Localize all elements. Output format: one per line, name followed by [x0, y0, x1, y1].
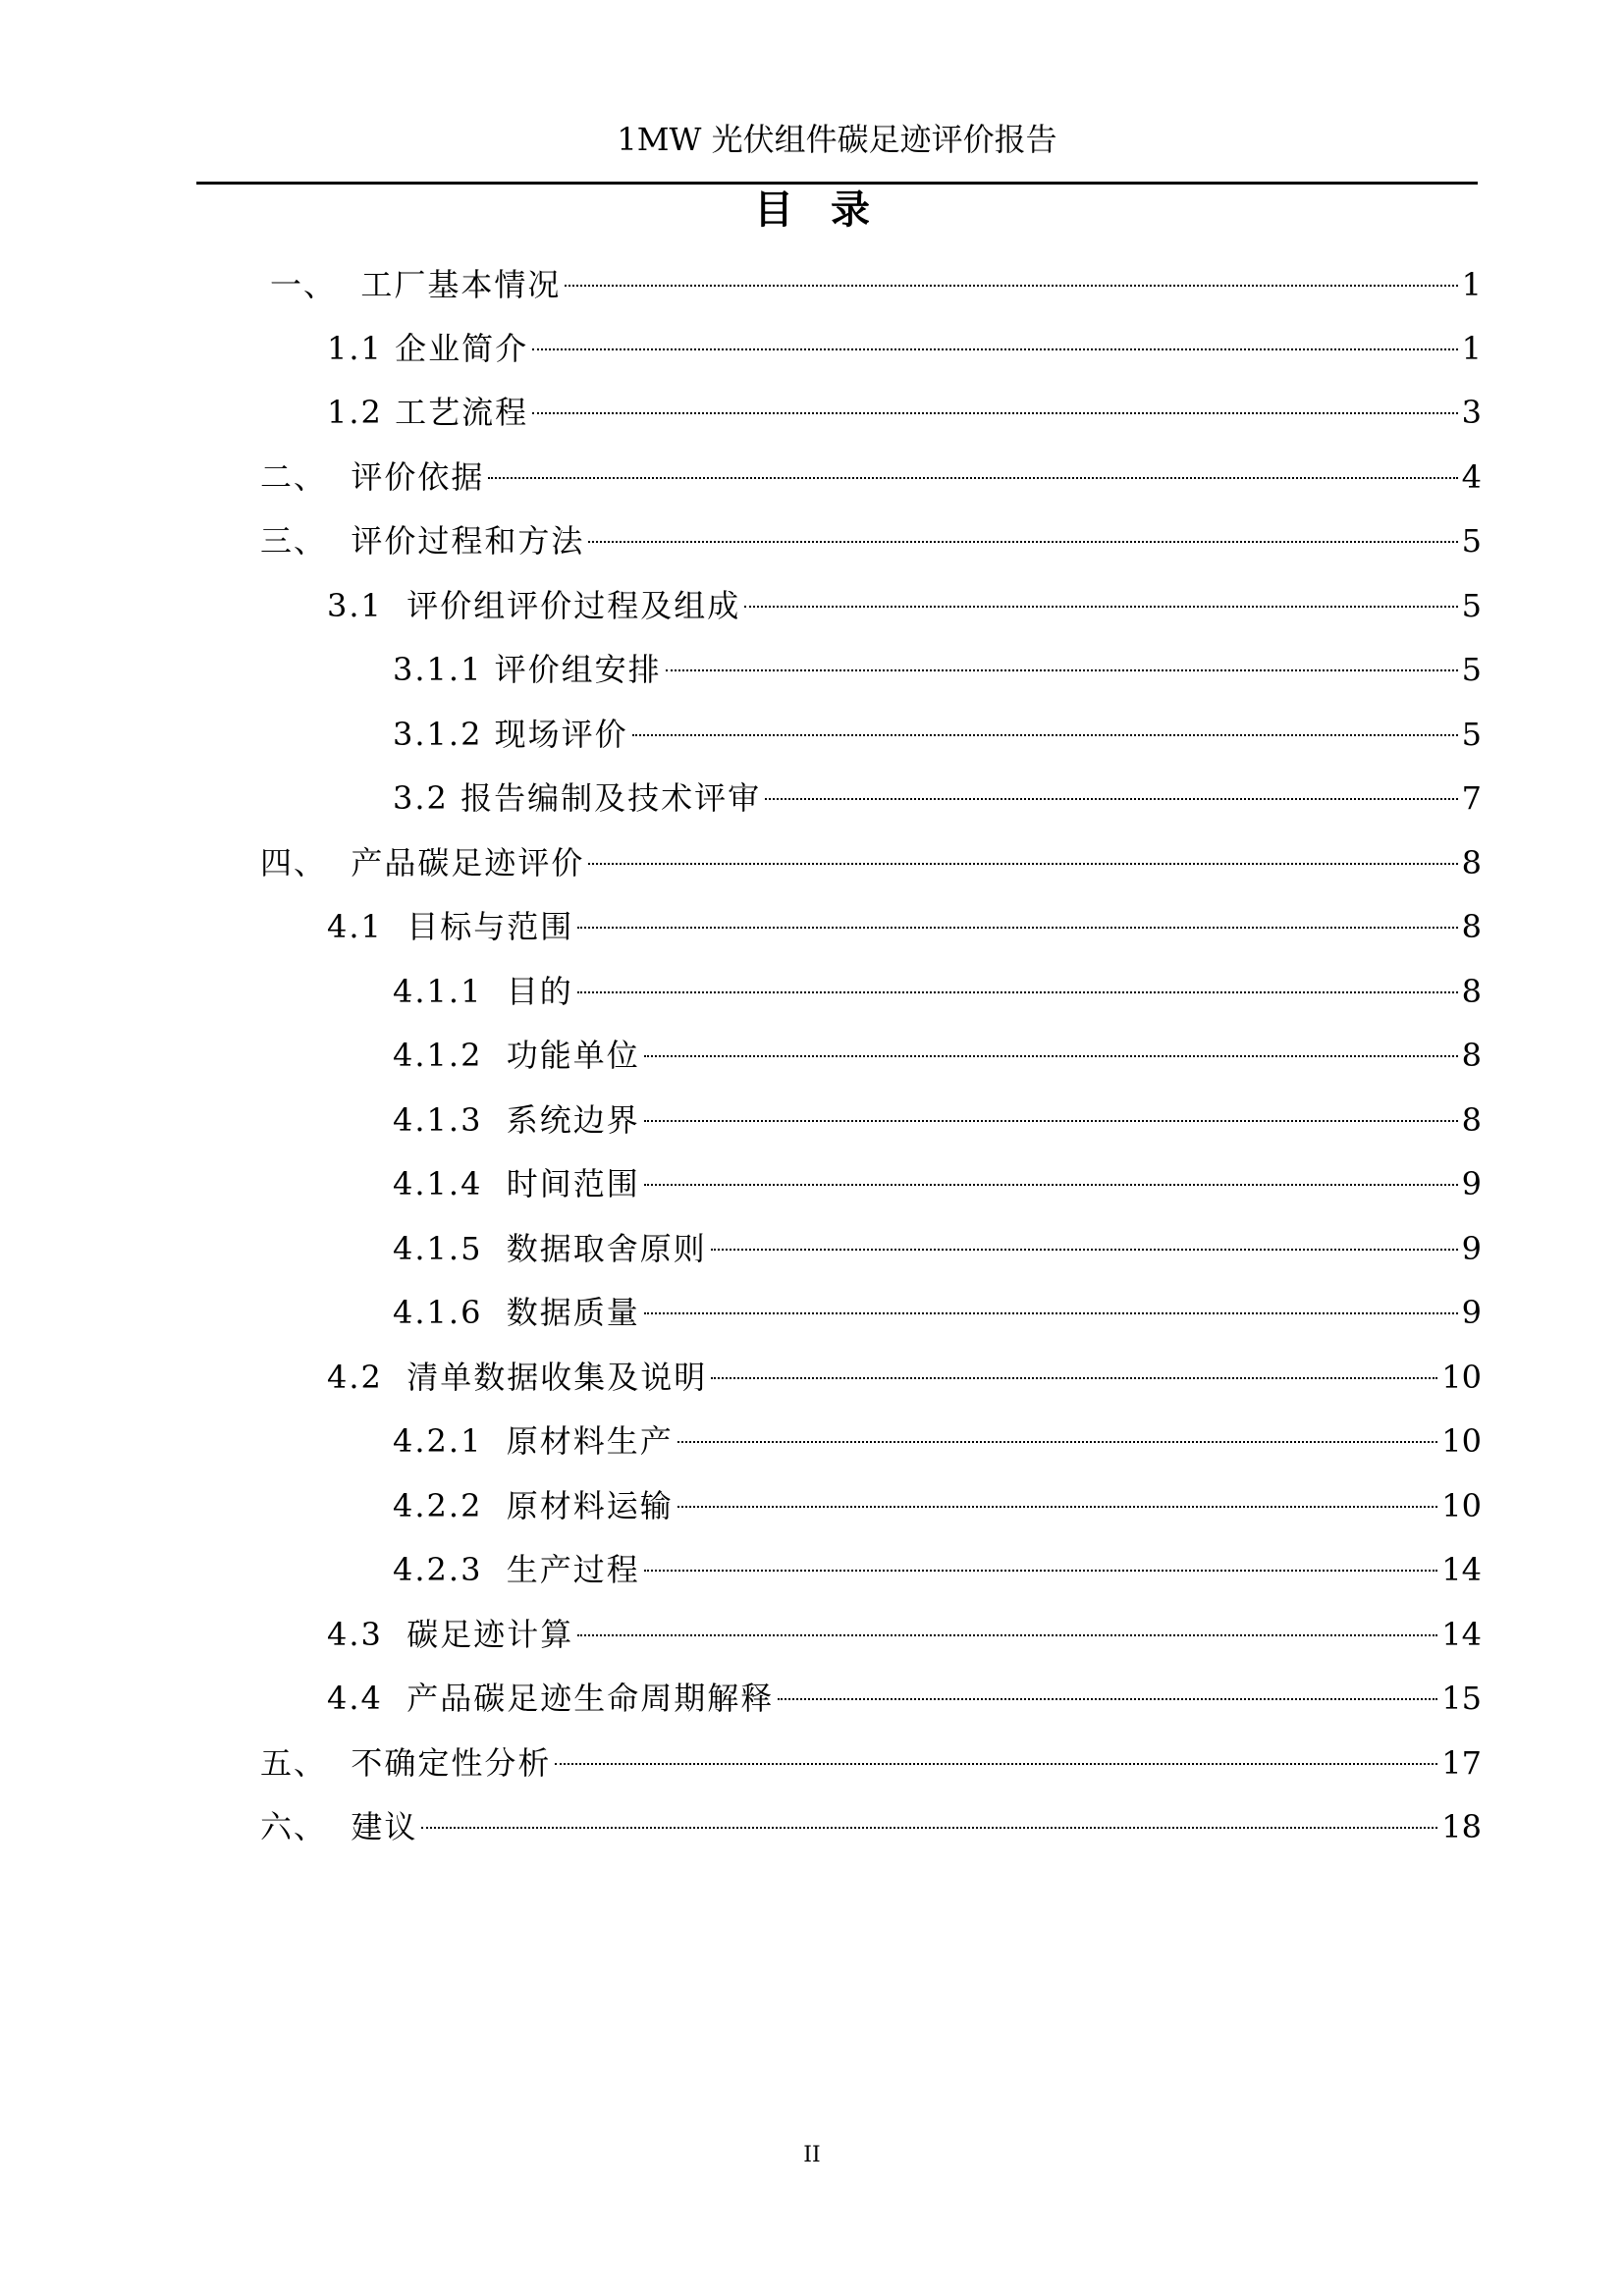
toc-dot-leader [711, 1249, 1458, 1251]
toc-entry[interactable] [327, 1674, 1482, 1723]
toc-entry[interactable] [260, 838, 1482, 887]
page-number: II [803, 2143, 821, 2167]
toc-entry-label: 五、 不确定性分析 [260, 1744, 552, 1782]
toc-entry-page: 7 [1461, 779, 1482, 817]
toc-entry[interactable] [260, 1738, 1482, 1788]
toc-entry[interactable] [327, 1353, 1482, 1402]
toc-entry-label: 4.4 产品碳足迹生命周期解释 [327, 1680, 775, 1717]
toc-entry-page: 3 [1461, 394, 1482, 431]
toc-entry-label: 二、 评价依据 [260, 458, 485, 496]
toc-entry-label: 4.1.6 数据质量 [393, 1294, 640, 1331]
toc-entry-page: 9 [1461, 1165, 1482, 1202]
toc-entry-page: 9 [1461, 1294, 1482, 1331]
toc-entry-page: 5 [1461, 587, 1482, 624]
toc-entry[interactable] [260, 1802, 1482, 1851]
toc-entry-label: 4.1 目标与范围 [327, 908, 574, 945]
toc-entry-label: 4.2.3 生产过程 [393, 1551, 640, 1588]
toc-entry[interactable] [327, 388, 1482, 437]
toc-entry-page: 18 [1441, 1808, 1482, 1845]
toc-dot-leader [532, 348, 1458, 350]
toc-dot-leader [644, 1570, 1438, 1572]
toc-entry[interactable] [393, 1481, 1482, 1530]
toc-entry[interactable] [393, 710, 1482, 759]
toc-entry-label: 4.2.1 原材料生产 [393, 1422, 674, 1460]
report-header-title: 1MW 光伏组件碳足迹评价报告 [617, 121, 1057, 158]
toc-dot-leader [644, 1312, 1458, 1314]
toc-entry-label: 一、 工厂基本情况 [270, 266, 562, 303]
toc-dot-leader [711, 1377, 1437, 1379]
toc-entry-label: 4.2 清单数据收集及说明 [327, 1359, 708, 1396]
toc-entry[interactable] [393, 1031, 1482, 1080]
toc-entry-label: 3.1.1 评价组安排 [393, 651, 662, 688]
toc-entry[interactable] [270, 260, 1482, 309]
toc-entry[interactable] [393, 1159, 1482, 1208]
toc-entry[interactable] [393, 774, 1482, 823]
toc-entry-label: 六、 建议 [260, 1808, 418, 1845]
toc-entry-label: 3.2 报告编制及技术评审 [393, 779, 762, 817]
toc-entry-label: 4.1.5 数据取舍原则 [393, 1230, 707, 1267]
toc-entry-label: 4.1.3 系统边界 [393, 1101, 640, 1139]
toc-entry-page: 10 [1441, 1487, 1482, 1524]
toc-entry-page: 10 [1441, 1359, 1482, 1396]
toc-entry-page: 5 [1461, 716, 1482, 753]
toc-dot-leader [421, 1827, 1437, 1829]
toc-entry[interactable] [393, 967, 1482, 1016]
toc-entry-label: 1.2 工艺流程 [327, 394, 529, 431]
toc-dot-leader [677, 1441, 1438, 1443]
toc-entry[interactable] [393, 1416, 1482, 1466]
toc-dot-leader [565, 285, 1457, 287]
toc-entry-page: 8 [1461, 973, 1482, 1010]
toc-dot-leader [744, 606, 1457, 608]
toc-title: 目录 [754, 187, 907, 233]
toc-dot-leader [588, 541, 1457, 543]
toc-dot-leader [588, 863, 1457, 865]
toc-dot-leader [644, 1184, 1458, 1186]
toc-entry-label: 三、 评价过程和方法 [260, 522, 585, 560]
toc-entry-page: 14 [1441, 1551, 1482, 1588]
toc-dot-leader [577, 991, 1458, 993]
toc-dot-leader [632, 734, 1458, 736]
toc-entry-page: 8 [1461, 1037, 1482, 1074]
toc-dot-leader [577, 927, 1457, 929]
toc-dot-leader [644, 1055, 1458, 1057]
toc-entry[interactable] [327, 902, 1482, 951]
toc-entry[interactable] [260, 453, 1482, 502]
toc-entry[interactable] [327, 1610, 1482, 1659]
toc-entry-page: 17 [1441, 1744, 1482, 1782]
toc-entry[interactable] [393, 1224, 1482, 1273]
toc-entry-page: 14 [1441, 1616, 1482, 1653]
toc-entry-label: 4.2.2 原材料运输 [393, 1487, 674, 1524]
toc-entry-page: 5 [1461, 651, 1482, 688]
toc-entry[interactable] [260, 516, 1482, 565]
toc-entry-label: 3.1 评价组评价过程及组成 [327, 587, 741, 624]
toc-dot-leader [555, 1763, 1437, 1765]
toc-entry[interactable] [327, 324, 1482, 373]
toc-entry-label: 1.1 企业简介 [327, 330, 529, 367]
toc-entry-page: 1 [1461, 266, 1482, 303]
toc-entry-page: 8 [1461, 908, 1482, 945]
toc-entry-label: 四、 产品碳足迹评价 [260, 844, 585, 881]
toc-entry-label: 4.1.4 时间范围 [393, 1165, 640, 1202]
toc-entry-label: 4.3 碳足迹计算 [327, 1616, 574, 1653]
toc-dot-leader [778, 1698, 1437, 1700]
toc-dot-leader [677, 1506, 1438, 1508]
toc-dot-leader [532, 412, 1458, 414]
toc-entry-page: 4 [1461, 458, 1482, 496]
toc-entry-page: 9 [1461, 1230, 1482, 1267]
toc-entry-page: 8 [1461, 844, 1482, 881]
toc-entry-page: 10 [1441, 1422, 1482, 1460]
toc-entry[interactable] [393, 1095, 1482, 1145]
toc-entry[interactable] [327, 581, 1482, 630]
toc-entry[interactable] [393, 1545, 1482, 1594]
toc-dot-leader [666, 669, 1458, 671]
toc-entry[interactable] [393, 1288, 1482, 1337]
toc-dot-leader [765, 798, 1458, 800]
toc-entry-label: 3.1.2 现场评价 [393, 716, 628, 753]
toc-entry-page: 8 [1461, 1101, 1482, 1139]
toc-entry[interactable] [393, 645, 1482, 694]
toc-entry-page: 15 [1441, 1680, 1482, 1717]
toc-dot-leader [577, 1634, 1437, 1636]
toc-entry-label: 4.1.1 目的 [393, 973, 573, 1010]
toc-dot-leader [488, 477, 1457, 479]
toc-entry-page: 1 [1461, 330, 1482, 367]
toc-entry-page: 5 [1461, 522, 1482, 560]
toc-entry-label: 4.1.2 功能单位 [393, 1037, 640, 1074]
toc-dot-leader [644, 1120, 1458, 1122]
